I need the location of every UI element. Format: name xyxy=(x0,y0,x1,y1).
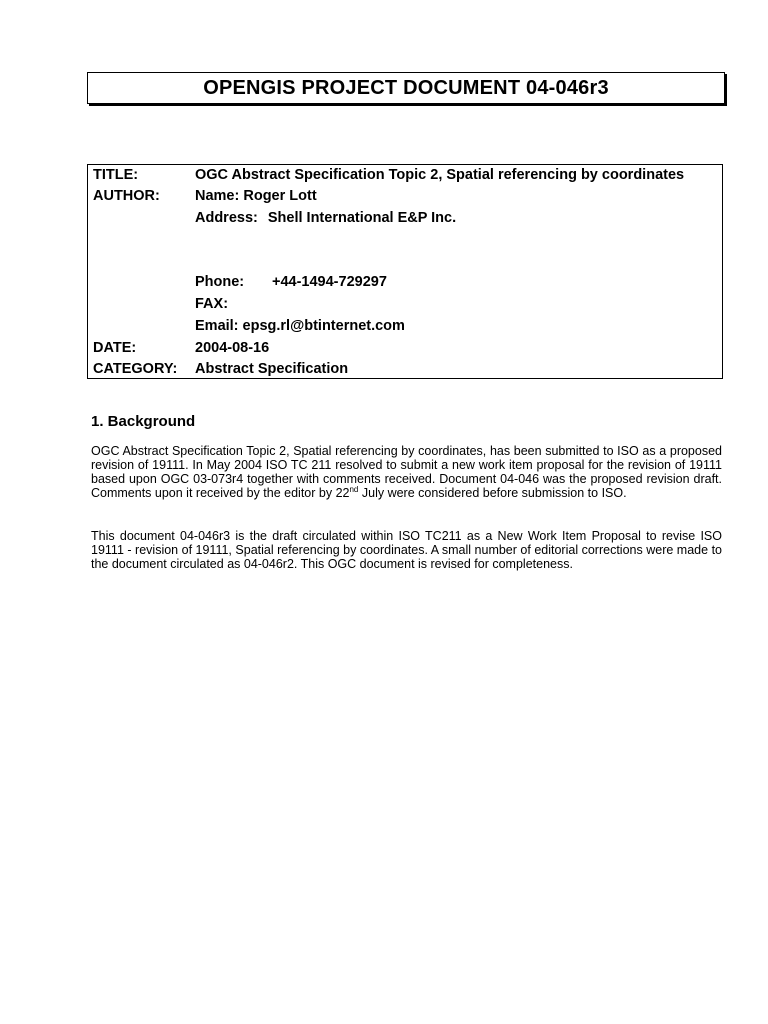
address-label: Address: xyxy=(195,210,258,226)
author-address xyxy=(195,210,456,226)
background-paragraph-1 xyxy=(91,444,722,500)
author-label: AUTHOR: xyxy=(93,188,160,204)
author-name xyxy=(195,188,317,204)
phone-label: Phone: xyxy=(195,274,245,290)
name-label: Name: xyxy=(195,188,240,204)
email-value: epsg.rl@btinternet.com xyxy=(242,318,405,334)
address-value: Shell International E&P Inc. xyxy=(267,210,457,226)
email-label: Email: xyxy=(195,318,239,334)
title-value: OGC Abstract Specification Topic 2, Spatial referencing by coordinates xyxy=(195,167,685,183)
paragraph-1-text-end: July were considered before submission to ISO. xyxy=(358,486,627,500)
document-metadata-table xyxy=(87,164,723,379)
fax-label: FAX: xyxy=(195,296,229,312)
paragraph-1-superscript: nd xyxy=(349,485,359,494)
category-value: Abstract Specification xyxy=(195,361,349,377)
title-label: TITLE: xyxy=(93,167,139,183)
document-header xyxy=(87,72,725,104)
date-label: DATE: xyxy=(93,340,137,356)
phone-value: +44-1494-729297 xyxy=(272,274,387,290)
author-email xyxy=(195,318,405,334)
section-heading-background: 1. Background xyxy=(91,413,196,430)
author-phone xyxy=(195,274,387,290)
document-header-title: OPENGIS PROJECT DOCUMENT 04-046r3 xyxy=(203,77,609,99)
category-label: CATEGORY: xyxy=(93,361,178,377)
background-paragraph-2: This document 04-046r3 is the draft circulated within ISO TC211 as a New Work Item Proposal to revise ISO 19111 - revision of 19111, Spatial referencing by coordinates. A small number of editorial corrections were made to the document circulated as 04-046r2. This OGC document is revised for completeness. xyxy=(91,529,722,571)
paragraph-1-text: OGC Abstract Specification Topic 2, Spatial referencing by coordinates, has been submitted to ISO as a proposed revision of 19111. In May 2004 ISO TC 211 resolved to submit a new work item proposal for the revision of 19111 based upon OGC 03-073r4 together with comments received. Document 04-046 was the proposed revision draft. Comments upon it received by the editor by 22 xyxy=(91,444,722,500)
date-value: 2004-08-16 xyxy=(195,340,270,356)
name-value: Roger Lott xyxy=(243,188,317,204)
